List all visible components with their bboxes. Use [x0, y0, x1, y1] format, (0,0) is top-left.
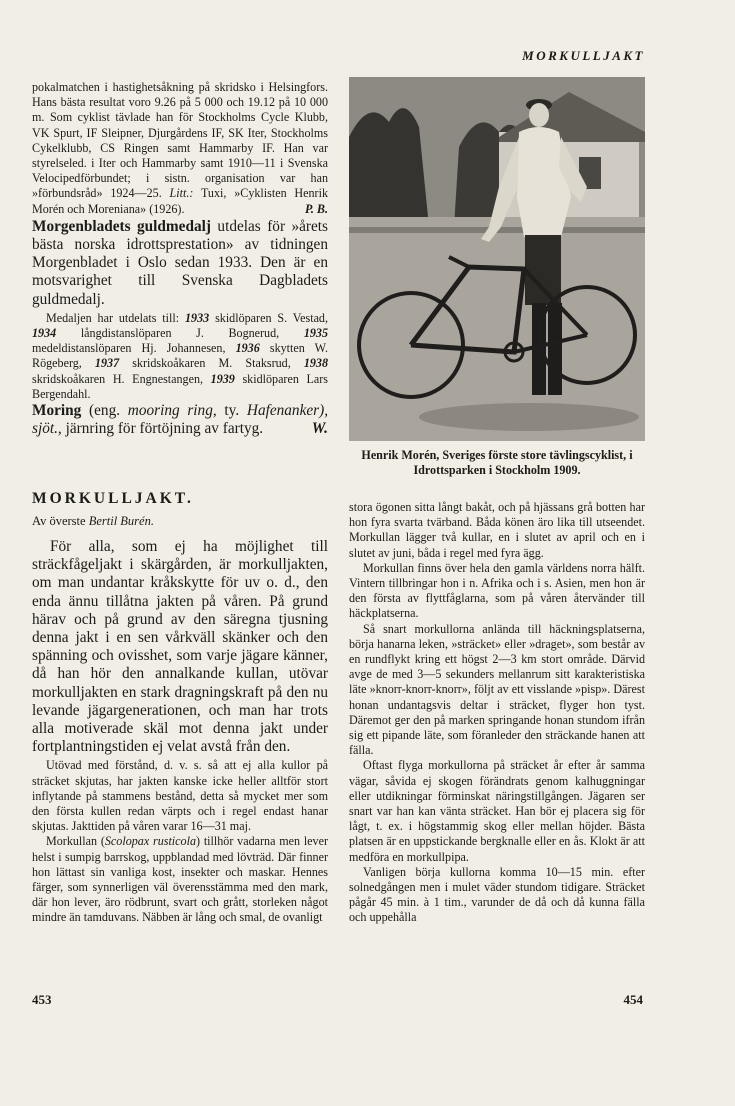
- medal-winners-paragraph: Medaljen har utdelats till: 1933 skidlöparen S. Vestad, 1934 långdistanslöparen J. Bognerud, 1935 medeldistanslöparen Hj. Johannesen, 1936 skytten W. Rögeberg, 1937 skridskoåkaren M. Staksrud, 1938 skridskoåkaren H. Engnestangen, 1939 skidlöparen Lars Bergendahl.: [32, 310, 329, 401]
- winner-item: 1935 medeldistanslöparen Hj. Johannesen,: [32, 326, 328, 356]
- page-number-left: 453: [32, 992, 52, 1007]
- entry-headword: Morgenbladets guldmedalj: [32, 217, 211, 235]
- article-paragraph: stora ögonen sitta långt bakåt, och på hjässans grå botten har hon fyra svarta tvärband. Båda könen äro lika till utseendet. Morkullan lägger två kullar, en i slutet av april och en i slutet av juni, båda i regel med fyra ägg.: [349, 500, 645, 560]
- winner-item: 1938 skridskoåkaren H. Engnestangen,: [32, 356, 328, 386]
- entry-headword: Moring: [32, 402, 82, 420]
- winner-item: 1937 skridskoåkaren M. Staksrud,: [94, 356, 291, 371]
- article-paragraph: Oftast flyga morkullorna på sträcket år efter år samma vägar, såvida ej skogen förändrats genom kalhuggningar eller utdikningar förminskat näringstillgången. Jägaren ser snart var han kan vänta sträcket. Han bör ej placera sig för lågt, t. ex. i högstammig skog eller mellan höjder. Bästa platsen är en uppstickande bergknalle eller en ås. Klokt är att medföra en morkullpipa.: [349, 758, 645, 864]
- author-signature: P. B.: [305, 201, 328, 216]
- running-head: MORKULLJAKT: [522, 48, 645, 63]
- article-byline: Av överste Bertil Burén.: [32, 514, 154, 528]
- photo-cyclist-with-bicycle: [349, 77, 645, 441]
- winner-item: 1934 långdistanslöparen J. Bognerud,: [32, 326, 280, 341]
- literature-reference: Tuxi, »Cyklisten Henrik Morén och Moreniana» (1926).: [32, 186, 328, 216]
- left-upper-column: [32, 80, 328, 438]
- article-right-column: [349, 500, 645, 926]
- cyclist-photo-illustration: [349, 77, 645, 441]
- winner-item: 1939 skidlöparen Lars Bergendahl.: [32, 371, 328, 401]
- author-signature: W.: [311, 420, 328, 438]
- latin-name: Scolopax rusticola: [104, 834, 196, 849]
- entry-moring: Moring (eng. mooring ring, ty. Hafenanker), sjöt., järnring för förtöjning av fartyg. W.: [32, 402, 329, 438]
- article-paragraph: Vanligen börja kullorna komma 10—15 min. efter solnedgången men i mulet väder stundom tidigare. Sträcket pågår 45 min. à 1 tim., varunder de då och då kunna fälla och uppehålla: [349, 864, 645, 925]
- article-left-column: [32, 538, 328, 926]
- author-name: Bertil Burén.: [88, 514, 154, 528]
- page-number-right: 454: [623, 992, 643, 1007]
- article-paragraph: Morkullan (Scolopax rusticola) tillhör vadarna men lever helst i sumpig barrskog, uppblandad med lövträd. Där finner hon lättast sin vanliga kost, insekter och maskar. Hennes färger, som synnerligen väl överensstämma med den mark, där hon lever, äro rödbrunt, svart och grått, storleken något mindre än tamduvans. Näbben är lång och smal, de ovanligt: [32, 834, 328, 925]
- entry-morgenbladets-guldmedalj: Morgenbladets guldmedalj utdelas för »årets bästa norska idrottsprestation» av tidningen Morgenbladet i Oslo sedan 1933. Den är en motsvarighet till Svenska Dagbladets guldmedalj.: [32, 217, 329, 308]
- article-paragraph: Så snart morkullorna anlända till häckningsplatserna, börja hanarna leken, »sträcket» eller »draget», som består av en rundflykt kring ett högst 2—3 km stort område. Därvid avge de med 3—5 sekunders mellanrum sitt karakteristiska läte »knorr-knorr-knorr», följt av ett visslande »pisp». Därest honan undantagsvis deltar i sträcket, flyger hon tyst. Däremot ger den på marken springande honan stundom ifrån sig ett pipande läte, som föranleder den sträckande hanen att fälla.: [349, 621, 645, 758]
- photo-caption: Henrik Morén, Sveriges förste store tävlingscyklist, i Idrottsparken i Stockholm 1909.: [361, 448, 633, 477]
- article-lead-paragraph: För alla, som ej ha möjlighet till sträckfågeljakt i skärgården, är morkulljakten, om man undantar kråkskytte för uv o. d., den enda ännu tillåtna jakten på våren. På grund härav och på grund av den säregna tjusning denna jakt i en sen vårkväll skänker och den spänning och ovisshet, som varje jägare känner, då han hör den annalkande kullan, utövar morkulljakten en stark dragningskraft på den nu levande jägargenerationen, och man har trots alla motiverade skäl mot denna jakt under fortplantningstiden ej velat avstå från den.: [32, 538, 328, 756]
- article-paragraph: Morkullan finns över hela den gamla världens norra hälft. Vintern tillbringar hon i n. Afrika och i s. Asien, men hon är den första av flyttfåglarna, som på våren återvänder till häckplatserna.: [349, 560, 645, 621]
- literature-label: Litt.:: [169, 186, 194, 201]
- winner-item: 1933 skidlöparen S. Vestad,: [185, 310, 329, 325]
- winner-item: 1936 skytten W. Rögeberg,: [32, 341, 328, 371]
- moren-bio-paragraph: pokalmatchen i hastighetsåkning på skridsko i Helsingfors. Hans bästa resultat voro 9.26 på 5 000 och 19.12 på 10 000 m. Som cyklist tävlade han för Stockholms Cycle Klubb, VK Spurt, IF Sleipner, Djurgårdens IF, SK Iter, Stockholms Cykelklubb, CS Ringen samt Hammarby IF. Han var styrelseled. i Iter och Hammarby samt 1910—11 i Svenska Velocipedförbundet; i sistn. organisation var han »förbundsråd» 1924—25. Litt.: Tuxi, »Cyklisten Henrik Morén och Moreniana» (1926). P. B.: [32, 80, 328, 216]
- article-paragraph: Utövad med förstånd, d. v. s. så att ej alla kullor på sträcket skjutas, har jakten kanske icke heller alltför stort inflytande på stammens bestånd, detta så mycket mer som den första kullen redan värpts och i regel endast hanar skjutas. Jakttiden på våren varar 16—31 maj.: [32, 758, 328, 834]
- article-title: MORKULLJAKT.: [32, 490, 194, 507]
